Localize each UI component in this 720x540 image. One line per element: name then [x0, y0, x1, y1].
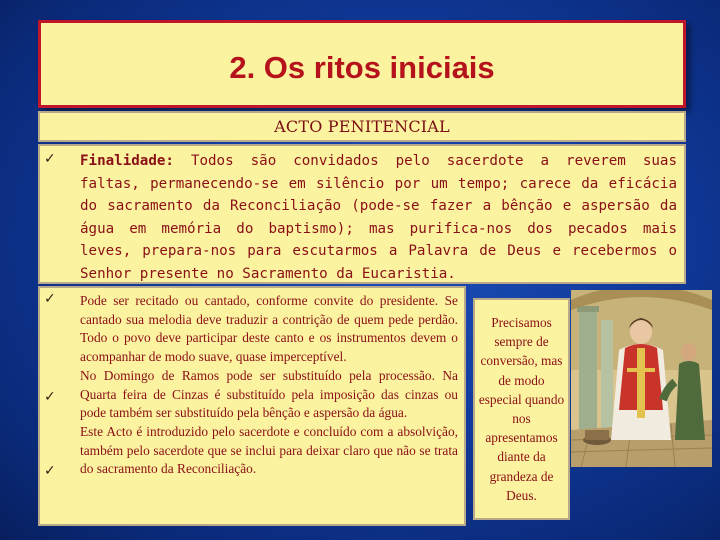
checkmark-icon: ✓ [44, 389, 56, 405]
side-note-text: Precisamos sempre de conversão, mas de modo especial quando nos apresentamos diante da grandeza de Deus. [478, 314, 565, 503]
finalidade-label: Finalidade: [80, 153, 174, 169]
checkmark-icon: ✓ [44, 151, 56, 167]
slide-title: 2. Os ritos iniciais [229, 50, 495, 85]
priest-penitent-illustration [571, 290, 712, 467]
section-subtitle: ACTO PENITENCIAL [274, 117, 450, 136]
side-note-box [473, 298, 570, 520]
title-banner [38, 20, 686, 108]
checkmark-icon: ✓ [44, 463, 56, 479]
bullet-item: Pode ser recitado ou cantado, conforme convite do presidente. Se cantado sua melodia deve traduzir a contrição de quem pede perdão. Todo o povo deve participar deste canto e os instrumentos devem o acompanhar de modo suave, quase imperceptível. [80, 293, 458, 365]
finalidade-box [38, 144, 686, 284]
finalidade-paragraph [80, 150, 677, 286]
rules-paragraph [80, 292, 458, 479]
rules-box [38, 286, 466, 526]
bullet-item: No Domingo de Ramos pode ser substituído pela processão. Na Quarta feira de Cinzas é substituído pela imposição das cinzas ou pode também ser substituído pela bênção e aspersão da água. [80, 367, 458, 421]
checkmark-icon: ✓ [44, 291, 56, 307]
bullet-item: Este Acto é introduzido pelo sacerdote e concluído com a absolvição, também pelo sacerdote que se inclui para deixar claro que não se trata do sacramento da Reconciliação. [80, 423, 458, 477]
subtitle-banner [38, 111, 686, 142]
finalidade-text: Todos são convidados pelo sacerdote a reverem suas faltas, permanecendo-se em silêncio por um tempo; carece da eficácia do sacramento da Reconciliação (pode-se fazer a bênção e aspersão da água em memória do baptismo); mas purifica-nos dos pecados mais leves, prepara-nos para escutarmos a Palavra de Deus e recebermos o Senhor presente no Sacramento da Eucaristia. [80, 153, 677, 282]
